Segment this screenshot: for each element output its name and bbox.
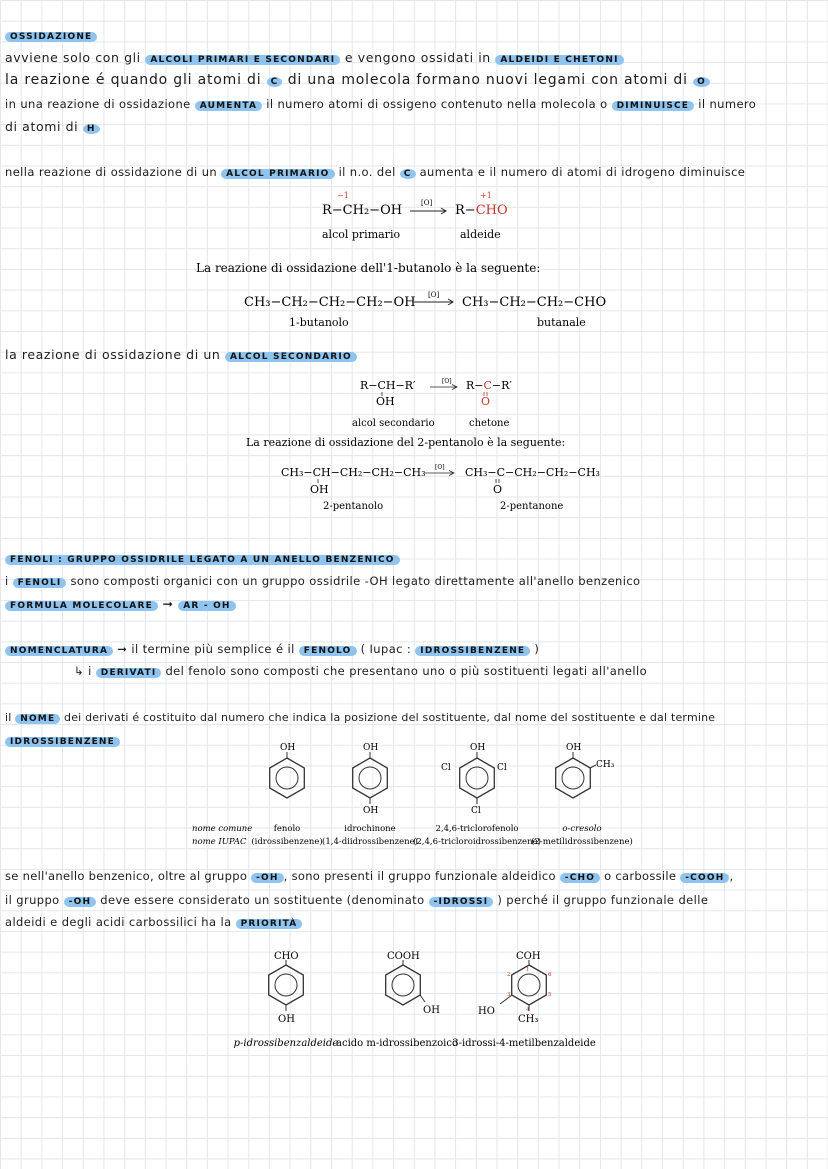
- text-line: i FENOLI sono composti organici con un gruppo ossidrile -OH legato direttamente all'anello benzenico: [5, 574, 641, 588]
- text-line: il NOME dei derivati é costituito dal numero che indica la posizione del sostituente, dal nome del sostituente e dal termine: [5, 711, 716, 724]
- svg-text:acido m-idrossibenzoico: acido m-idrossibenzoico: [336, 1038, 458, 1049]
- svg-text:HO: HO: [478, 1006, 495, 1017]
- svg-text:p-idrossibenzaldeide: p-idrossibenzaldeide: [233, 1038, 339, 1049]
- highlight: PRIORITÀ: [236, 919, 303, 929]
- svg-text:chetone: chetone: [469, 418, 510, 429]
- svg-text:OH: OH: [278, 1014, 295, 1025]
- reagent: R−CH₂−OH: [322, 203, 403, 218]
- svg-text:OH: OH: [280, 743, 296, 753]
- text-line: nella reazione di ossidazione di un ALCOL PRIMARIO il n.o. del C aumenta e il numero di atomi di idrogeno diminuisce: [5, 165, 746, 179]
- text-line: [5, 595, 236, 615]
- svg-text:OH: OH: [363, 806, 379, 816]
- svg-text:Cl: Cl: [471, 806, 481, 816]
- svg-text:alcol primario: alcol primario: [322, 228, 401, 241]
- highlight: IDROSSIBENZENE: [5, 737, 120, 747]
- svg-text:nome comune: nome comune: [192, 824, 253, 834]
- svg-text:−1: −1: [337, 191, 349, 200]
- highlight: -CHO: [560, 873, 600, 883]
- svg-text:COH: COH: [516, 951, 541, 962]
- svg-text:OH: OH: [566, 743, 582, 753]
- svg-text:2,4,6-triclorofenolo: 2,4,6-triclorofenolo: [435, 824, 519, 834]
- highlight: C: [267, 77, 283, 87]
- text-line: NOMENCLATURA ➞ il termine più semplice é il FENOLO ( Iupac : IDROSSIBENZENE ): [5, 640, 539, 660]
- text-line: ↳ i DERIVATI del fenolo sono composti che presentano uno o più sostituenti legati all'anello: [74, 664, 648, 678]
- svg-text:butanale: butanale: [537, 316, 586, 329]
- svg-text:1: 1: [526, 967, 530, 973]
- highlight: FORMULA MOLECOLARE: [5, 601, 158, 611]
- svg-text:(1,4-diidrossibenzene): (1,4-diidrossibenzene): [322, 837, 418, 847]
- svg-text:2: 2: [507, 972, 511, 978]
- highlight: -IDROSSI: [429, 897, 494, 907]
- product: R−CHO: [455, 203, 508, 218]
- svg-text:[O]: [O]: [428, 291, 440, 299]
- svg-text:o-cresolo: o-cresolo: [562, 824, 602, 834]
- svg-text:O: O: [493, 483, 503, 496]
- text-line: aldeidi e degli acidi carbossilici ha la PRIORITÀ: [5, 913, 302, 933]
- svg-text:CHO: CHO: [274, 951, 299, 962]
- svg-text:2-pentanolo: 2-pentanolo: [323, 501, 384, 512]
- highlight: FENOLO: [299, 646, 357, 656]
- text-line: se nell'anello benzenico, oltre al gruppo -OH , sono presenti il gruppo funzionale aldeidico -CHO o carbossile -COOH ,: [5, 869, 734, 883]
- highlight: NOMENCLATURA: [5, 646, 113, 656]
- svg-text:3: 3: [507, 992, 511, 998]
- highlight: DERIVATI: [96, 668, 162, 678]
- benzene-ring: [460, 758, 495, 798]
- benzene-ring: [386, 965, 421, 1005]
- svg-text:1-butanolo: 1-butanolo: [289, 316, 349, 329]
- benzene-ring: [556, 758, 591, 798]
- highlight: -OH: [64, 897, 97, 907]
- section-title-ossidazione: OSSIDAZIONE: [5, 26, 97, 46]
- highlight: AR - OH: [178, 601, 235, 611]
- svg-text:OH: OH: [310, 483, 329, 496]
- svg-text:COOH: COOH: [387, 951, 420, 962]
- svg-text:CH₃: CH₃: [596, 760, 615, 770]
- svg-text:OH: OH: [363, 743, 379, 753]
- svg-text:6: 6: [548, 972, 552, 978]
- arrow-down-right-icon: ↳: [74, 664, 85, 678]
- svg-text:CH₃−C−CH₂−CH₂−CH₃: CH₃−C−CH₂−CH₂−CH₃: [465, 466, 600, 479]
- text-line: il gruppo -OH deve essere considerato un sostituente (denominato -IDROSSI ) perché il gruppo funzionale delle: [5, 893, 709, 907]
- svg-text:(2-metilidrossibenzene): (2-metilidrossibenzene): [531, 837, 633, 847]
- svg-text:R−CH−R′: R−CH−R′: [360, 379, 416, 392]
- highlight: AUMENTA: [195, 101, 262, 111]
- svg-text:aldeide: aldeide: [460, 228, 501, 241]
- reaction-primary-alcohol: [0, 188, 828, 338]
- highlight: FENOLI: [13, 578, 67, 588]
- benzene-ring: [269, 965, 304, 1005]
- reaction-secondary-alcohol: [0, 372, 828, 517]
- svg-text:+1: +1: [480, 191, 492, 200]
- text-line: avviene solo con gli ALCOLI PRIMARI E SECONDARI e vengono ossidati in ALDEIDI E CHETONI: [5, 49, 624, 69]
- svg-text:[O]: [O]: [435, 464, 445, 471]
- svg-text:(idrossibenzene): (idrossibenzene): [251, 837, 323, 847]
- highlight: O: [693, 77, 710, 87]
- svg-text:CH₃−CH−CH₂−CH₂−CH₃: CH₃−CH−CH₂−CH₂−CH₃: [281, 466, 426, 479]
- svg-text:OH: OH: [470, 743, 486, 753]
- highlight: -OH: [251, 873, 284, 883]
- arrow-right-icon: ➞: [117, 642, 128, 656]
- svg-text:2-pentanone: 2-pentanone: [500, 501, 564, 512]
- svg-text:nome IUPAC: nome IUPAC: [192, 837, 247, 847]
- text-line: la reazione é quando gli atomi di C di una molecola formano nuovi legami con atomi di O: [5, 71, 710, 91]
- svg-text:alcol secondario: alcol secondario: [352, 418, 435, 429]
- caption: La reazione di ossidazione dell'1-butanolo è la seguente:: [196, 261, 541, 275]
- highlight: NOME: [15, 714, 60, 724]
- text-line: la reazione di ossidazione di un ALCOL SECONDARIO: [5, 346, 357, 366]
- benzene-ring: [353, 758, 388, 798]
- highlight: -COOH: [680, 873, 729, 883]
- section-title-fenoli: FENOLI : GRUPPO OSSIDRILE LEGATO A UN ANELLO BENZENICO: [5, 549, 400, 569]
- highlight: ALCOL PRIMARIO: [221, 169, 334, 179]
- phenol-structures: [0, 740, 828, 850]
- svg-text:5: 5: [548, 992, 552, 998]
- text-line: in una reazione di ossidazione AUMENTA il numero atomi di ossigeno contenuto nella molecola o DIMINUISCE il numero: [5, 97, 757, 111]
- highlight: C: [400, 169, 416, 179]
- reagent: CH₃−CH₂−CH₂−CH₂−OH: [244, 295, 416, 310]
- svg-text:Cl: Cl: [497, 763, 507, 773]
- svg-text:fenolo: fenolo: [273, 824, 301, 834]
- svg-text:idrochinone: idrochinone: [344, 824, 396, 834]
- arrow-right-icon: ➞: [162, 596, 174, 611]
- highlight: H: [83, 124, 100, 134]
- svg-text:(2,4,6-tricloroidrossibenzene): (2,4,6-tricloroidrossibenzene): [413, 837, 541, 847]
- svg-text:OH: OH: [376, 395, 395, 408]
- svg-text:[O]: [O]: [442, 378, 452, 385]
- svg-text:3-idrossi-4-metilbenzaldeide: 3-idrossi-4-metilbenzaldeide: [452, 1038, 596, 1049]
- highlight: IDROSSIBENZENE: [415, 646, 530, 656]
- svg-text:OH: OH: [423, 1005, 440, 1016]
- highlight: ALDEIDI E CHETONI: [495, 55, 623, 65]
- product: R−C−R′: [466, 379, 512, 392]
- svg-text:4: 4: [526, 1007, 530, 1013]
- caption: La reazione di ossidazione del 2-pentanolo è la seguente:: [246, 436, 566, 449]
- svg-text:O: O: [481, 395, 491, 408]
- benzene-ring: [270, 758, 305, 798]
- highlight: ALCOLI PRIMARI E SECONDARI: [145, 55, 340, 65]
- svg-text:[O]: [O]: [421, 199, 433, 207]
- highlight: ALCOL SECONDARIO: [225, 352, 357, 362]
- highlight: DIMINUISCE: [612, 101, 695, 111]
- svg-text:Cl: Cl: [441, 763, 451, 773]
- svg-text:CH₃: CH₃: [518, 1014, 539, 1025]
- product: CH₃−CH₂−CH₂−CHO: [462, 295, 607, 310]
- derivative-structures: [0, 942, 828, 1057]
- text-line: di atomi di H: [5, 118, 100, 138]
